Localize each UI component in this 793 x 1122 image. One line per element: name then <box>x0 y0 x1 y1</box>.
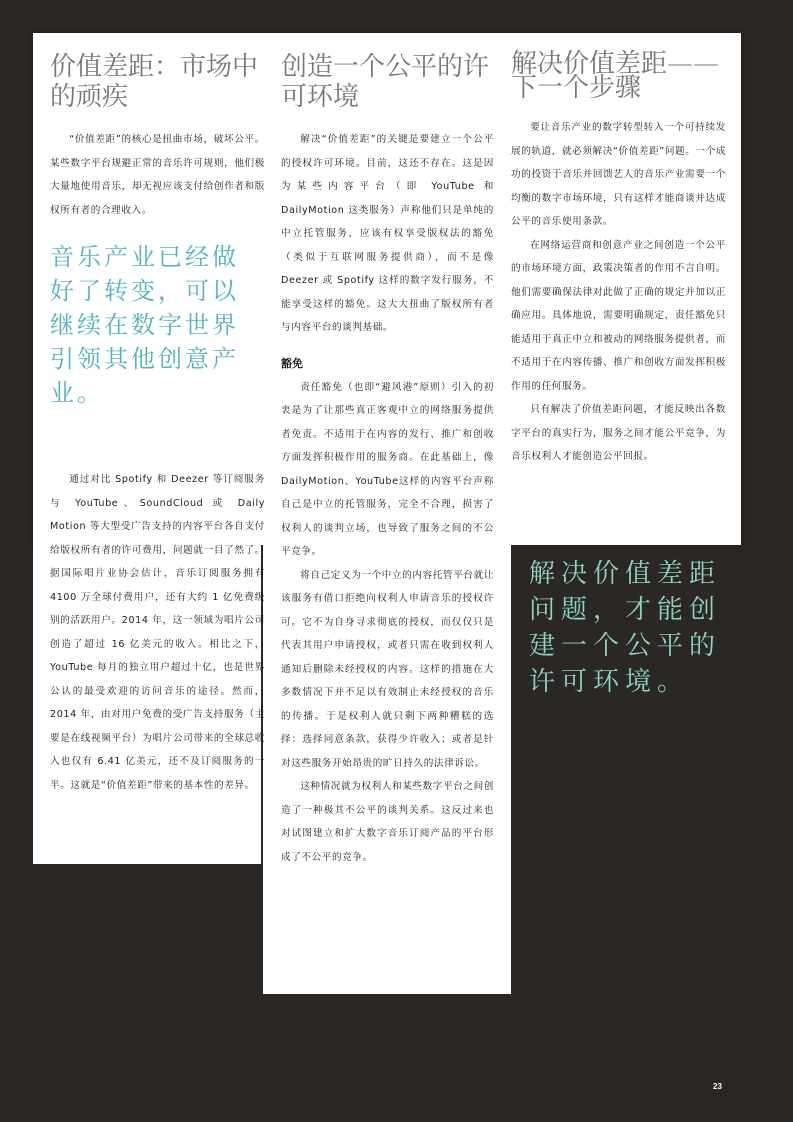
column-3 <box>511 49 727 469</box>
column-2 <box>281 52 494 869</box>
column-3-paragraph-2: 在网络运营商和创意产业之间创造一个公平的市场环境方面，政策决策者的作用不言自明。他们需要确保法律对此做了正确的规定并加以正确应用。具体地说，需要明确规定，责任豁免只能适用于真正中立和被动的网络服务提供者，而不适用于在内容传播、推广和创收方面发挥积极作用的任何服务。 <box>511 239 726 392</box>
column-1-heading: 价值差距：市场中的顽疾 <box>50 52 259 112</box>
page-number: 23 <box>713 1082 722 1091</box>
column-2-subheading: 豁免 <box>281 356 303 370</box>
column-1 <box>50 52 265 797</box>
column-2-paragraph-4: 这种情况就为权利人和某些数字平台之间创造了一种极其不公平的谈判关系。这反过来也对试图建立和扩大数字音乐订阅产品的平台形成了不公平的竞争。 <box>281 781 494 863</box>
dark-pull-quote: 解决价值差距问题，才能创建一个公平的许可环境。 <box>529 559 722 697</box>
column-3-paragraph-1: 要让音乐产业的数字转型转入一个可持续发展的轨道，就必须解决“价值差距”问题。一个成功的投资于音乐并回馈艺人的音乐产业需要一个均衡的数字市场环境，只有这样才能商谈并达成公平的音乐使用条款。 <box>511 122 727 227</box>
column-2-paragraph-1: 解决“价值差距”的关键是要建立一个公平的授权许可环境。目前，这还不存在。这是因为某些内容平台（即 YouTube 和 DailyMotion 这类服务）声称他们只是单纯的中立托管服务，应该有权享受版权法的豁免（类似于互联网服务提供商），而不是像 Deezer 或 Spotify 这样的数字发行服务，不能享受这样的豁免。这大大扭曲了版权所有者与内容平台的谈判基础。 <box>281 134 494 333</box>
pull-quote: 音乐产业已经做好了转变，可以继续在数字世界引领其他创意产业。 <box>50 243 239 407</box>
column-1-paragraph-2: 通过对比 Spotify 和 Deezer 等订阅服务与 YouTube、SoundCloud 或 Daily Motion 等大型受广告支持的内容平台各自支付给版权所有者的许可费用，问题就一目了然了。据国际唱片业协会估计，音乐订阅服务拥有 4100 万全球付费用户，还有大约 1 亿免费级别的活跃用户。2014 年，这一领域为唱片公司创造了超过 16 亿美元的收入。相比之下，YouTube 每月的独立用户超过十亿，也是世界公认的最受欢迎的访问音乐的途径。然而，2014 年，由对用户免费的受广告支持服务（主要是在线视频平台）为唱片公司带来的全球总收入也仅有 6.41 亿美元，还不及订阅服务的一半。这就是“价值差距”带来的基本性的差异。 <box>50 474 265 791</box>
column-1-paragraph-1: “价值差距”的核心是扭曲市场，破坏公平。某些数字平台规避正常的音乐许可规则，他们极大量地使用音乐，却无视应该支付给创作者和版权所有者的合理收入。 <box>50 134 265 216</box>
column-2-paragraph-2: 责任豁免（也即“避风港”原则）引入的初衷是为了让那些真正客观中立的网络服务提供者免责。不适用于在内容的发行、推广和创收方面发挥积极作用的服务商。在此基础上，像DailyMotion、YouTube这样的内容平台声称自己是中立的托管服务，完全不合理，损害了权利人的谈判立场，也导致了服务之间的不公平竞争。 <box>281 381 494 557</box>
column-2-heading: 创造一个公平的许可环境 <box>281 52 490 112</box>
column-2-paragraph-3: 将自己定义为一个中立的内容托管平台就让该服务有借口拒绝向权利人申请音乐的授权许可。它不为自身寻求彻底的授权，而仅仅只是代表其用户申请授权，或者只需在收到权利人通知后删除未经授权的内容。这样的措施在大多数情况下并不足以有效制止未经授权的音乐的传播。于是权利人就只剩下两种糟糕的选择：选择同意条款，获得少许收入；或者是针对这些服务开始昂贵的旷日持久的法律诉讼。 <box>281 569 494 769</box>
column-3-paragraph-3: 只有解决了价值差距问题，才能反映出各数字平台的真实行为，服务之间才能公平竞争，为音乐权利人才能创造公平回报。 <box>511 404 726 462</box>
column-3-heading: 解决价值差距——下一个步骤 <box>511 49 720 103</box>
